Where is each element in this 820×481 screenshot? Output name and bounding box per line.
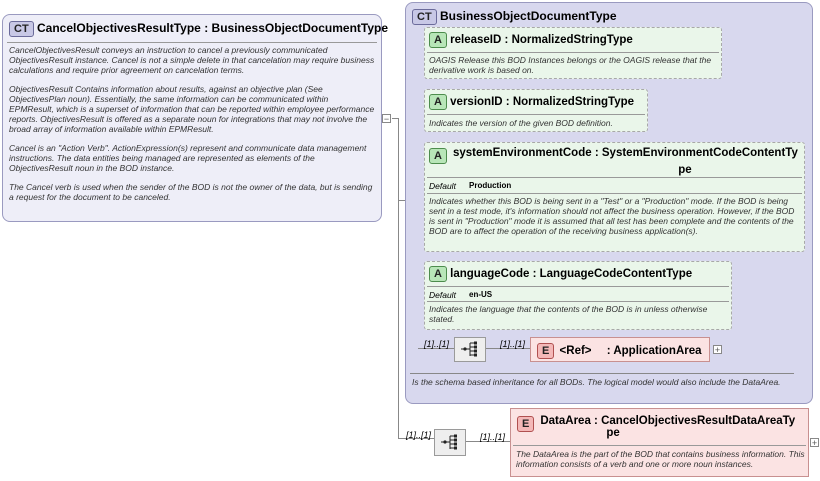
attribute-system-environment-code[interactable] <box>424 142 805 252</box>
type-separator: : <box>504 34 509 46</box>
attribute-type: SystemEnvironmentCodeContentTy <box>601 147 798 159</box>
element-multiplicity: [1]..[1] <box>480 432 506 442</box>
divider <box>427 114 645 115</box>
attribute-release-id[interactable] <box>424 27 722 79</box>
connector-line <box>398 118 399 438</box>
collapse-toggle[interactable]: − <box>383 114 390 124</box>
doc-paragraph: Cancel is an "Action Verb". ActionExpression(s) represent and communicate data management instructions. The data entities being managed are represented as elements of the ObjectivesResult noun in the BOD instance. <box>9 143 367 173</box>
attribute-badge: A <box>429 266 447 282</box>
attribute-title <box>429 147 801 176</box>
doc-paragraph: ObjectivesResult Contains information about results, against an objective plan (See ObjectivesPlan noun). Essentially, the same information can be communicated within EPMResult, which is a superset of information that can be reported within employee performance reports. ObjectivesResult is offered as a separate noun for integrations that may not involve the broad array of information available within EPMResult. <box>9 84 375 134</box>
attribute-title <box>429 32 633 48</box>
element-name: ApplicationArea <box>613 345 702 357</box>
sequence-icon <box>455 338 485 361</box>
doc-paragraph: CancelObjectivesResult conveys an instruction to cancel a previously communicated ObjectivesResult instance. Cancel is not a simple delete in that cancelation may require business calculations and require prior agreement on cancelation terms. <box>9 45 375 75</box>
element-type: CancelObjectivesResultDataAreaTy <box>601 415 796 427</box>
divider <box>427 193 802 194</box>
main-type-name: CancelObjectivesResultType <box>37 21 201 35</box>
attribute-documentation: Indicates the language that the contents of the BOD is in unless otherwise stated. <box>429 304 708 324</box>
element-name: DataArea <box>540 415 591 427</box>
element-badge: E <box>537 343 554 359</box>
attribute-name: systemEnvironmentCode <box>452 147 592 159</box>
attribute-badge: A <box>429 32 447 48</box>
element-title <box>537 343 702 359</box>
sequence-compositor[interactable] <box>434 429 466 456</box>
divider <box>7 42 377 43</box>
attribute-name: releaseID <box>450 34 502 46</box>
attribute-documentation: OAGIS Release this BOD Instances belongs or the OAGIS release that the derivative work is based on. <box>429 55 712 75</box>
attribute-language-code[interactable] <box>424 261 732 330</box>
attribute-name: languageCode <box>450 268 530 280</box>
sequence-multiplicity: [1]..[1] <box>406 430 432 440</box>
type-separator: : <box>532 268 537 280</box>
attribute-name: versionID <box>450 96 503 108</box>
type-separator: : <box>594 147 599 159</box>
complex-type-badge: CT <box>9 21 34 37</box>
element-application-area[interactable] <box>530 337 710 362</box>
attribute-type-continued: pe <box>678 164 692 176</box>
doc-paragraph: The Cancel verb is used when the sender of the BOD is not the owner of the data, but is sending a request for the document to be canceled. <box>9 182 373 202</box>
sequence-compositor[interactable] <box>454 337 486 362</box>
element-data-area[interactable] <box>510 408 809 477</box>
attribute-type: NormalizedStringType <box>512 96 635 108</box>
attribute-title <box>429 266 692 282</box>
default-value: Production <box>469 181 512 190</box>
default-value: en-US <box>469 290 493 299</box>
expand-toggle[interactable]: + <box>811 438 818 448</box>
element-ref: <Ref> <box>559 345 592 357</box>
element-type-continued: pe <box>606 427 620 439</box>
divider <box>427 177 802 178</box>
element-badge: E <box>517 416 534 432</box>
attribute-type: LanguageCodeContentType <box>539 268 693 280</box>
divider <box>410 373 794 374</box>
bod-type-documentation: Is the schema based inheritance for all BODs. The logical model would also include the DataArea. <box>412 377 781 387</box>
attribute-badge: A <box>429 94 447 110</box>
attribute-documentation: Indicates whether this BOD is being sent in a "Test" or a "Production" mode. If the BOD is being sent in a test mode, it's information should not affect the business operation. However, if the BOD is sent in "Production" mode it is assumed that all test has been complete and the contents of the BOD are to affect the operation of the receiving business application(s). <box>429 196 795 236</box>
attribute-documentation: Indicates the version of the given BOD definition. <box>429 118 613 128</box>
bod-type-name: BusinessObjectDocumentType <box>440 9 617 23</box>
complex-type-cancel-objectives-result <box>2 14 389 222</box>
divider <box>427 301 729 302</box>
default-label: Default <box>429 290 456 300</box>
attribute-type: NormalizedStringType <box>511 34 633 46</box>
sequence-multiplicity: [1]..[1] <box>424 339 450 349</box>
attribute-title <box>429 94 634 110</box>
type-separator: : <box>594 415 598 427</box>
element-multiplicity: [1]..[1] <box>500 339 526 349</box>
element-title <box>517 415 807 439</box>
default-label: Default <box>429 181 456 191</box>
attribute-badge: A <box>429 148 447 164</box>
divider <box>427 286 729 287</box>
divider <box>513 445 806 446</box>
complex-type-badge: CT <box>412 9 437 25</box>
sequence-icon <box>435 430 465 455</box>
type-separator: : <box>606 345 611 357</box>
type-separator: : <box>505 96 510 108</box>
main-type-documentation <box>9 45 375 211</box>
expand-toggle[interactable]: + <box>714 345 721 355</box>
element-documentation: The DataArea is the part of the BOD that contains business information. This information consists of a verb and one or more noun instances. <box>516 449 805 469</box>
divider <box>427 52 719 53</box>
main-type-title <box>9 21 388 37</box>
bod-type-title <box>412 9 617 25</box>
main-type-base: BusinessObjectDocumentType <box>211 21 389 35</box>
attribute-version-id[interactable] <box>424 89 648 132</box>
type-separator: : <box>204 21 209 35</box>
